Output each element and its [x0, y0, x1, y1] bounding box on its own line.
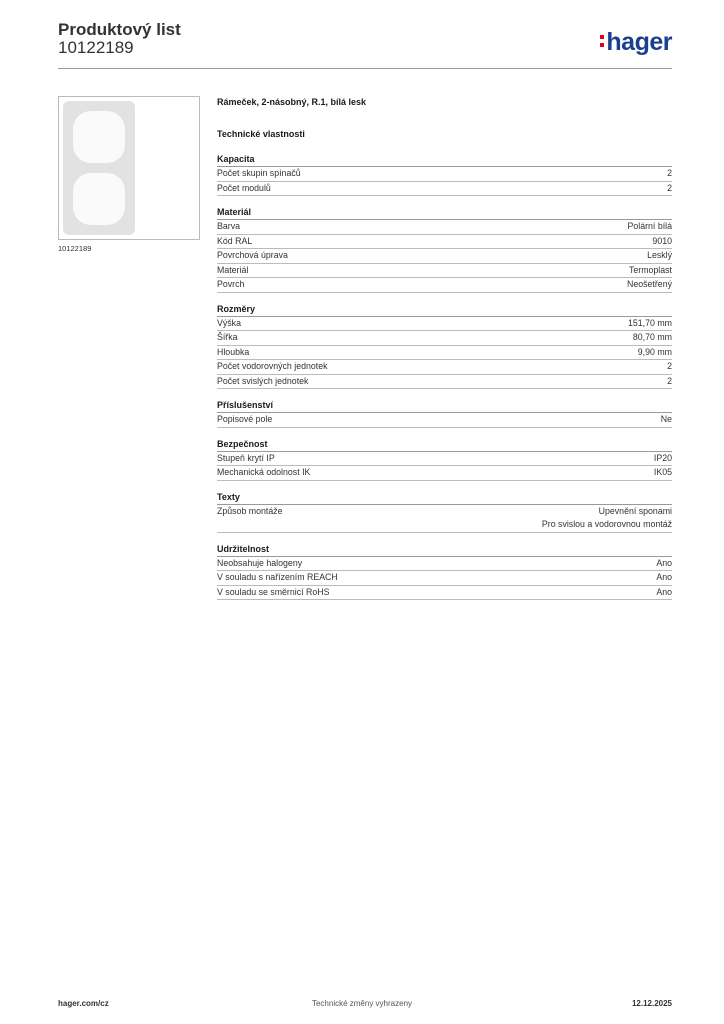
property-value: Ne [660, 414, 672, 424]
section-title: Bezpečnost [217, 438, 672, 452]
property-value: Ano [656, 572, 672, 582]
product-image [58, 96, 200, 240]
property-value: Polární bílá [627, 221, 672, 231]
property-value: 2 [667, 168, 672, 178]
property-row [217, 452, 672, 467]
product-details [217, 96, 672, 600]
section-title: Kapacita [217, 153, 672, 167]
page-title: Produktový list [58, 20, 181, 39]
property-label: V souladu s nařízením REACH [217, 572, 338, 582]
property-row [217, 182, 672, 197]
section-title: Příslušenství [217, 399, 672, 413]
property-label: Počet modulů [217, 182, 271, 193]
section-title: Rozměry [217, 303, 672, 317]
section [217, 438, 672, 481]
property-label: Povrch [217, 279, 245, 289]
logo-dots-icon [600, 28, 604, 47]
property-label: V souladu se směrnicí RoHS [217, 586, 330, 597]
property-value: Neošetřený [627, 279, 672, 289]
property-row [217, 586, 672, 601]
property-row [217, 375, 672, 390]
property-value: IP20 [653, 452, 672, 463]
property-row [217, 167, 672, 182]
property-label: Povrchová úprava [217, 250, 288, 260]
logo-text: hager [606, 28, 672, 56]
property-row [217, 220, 672, 235]
property-row [217, 278, 672, 293]
property-label: Počet svislých jednotek [217, 375, 309, 386]
property-value: Ano [656, 557, 672, 568]
property-value: 2 [667, 361, 672, 371]
image-caption: 10122189 [58, 244, 92, 253]
property-value: Termoplast [628, 264, 672, 275]
property-label: Kód RAL [217, 235, 253, 246]
property-value: 2 [667, 375, 672, 386]
hager-logo [600, 28, 672, 57]
section-title: Udržitelnost [217, 543, 672, 557]
property-label: Neobsahuje halogeny [217, 557, 303, 568]
property-label: Počet skupin spínačů [217, 168, 301, 178]
section [217, 543, 672, 601]
property-row [217, 360, 672, 375]
property-row [217, 317, 672, 332]
section-title: Materiál [217, 206, 672, 220]
section [217, 153, 672, 196]
property-value: 9010 [652, 235, 672, 246]
property-value: Ano [656, 586, 672, 597]
properties-sections [217, 153, 672, 600]
section [217, 303, 672, 390]
frame-plate-image [63, 101, 135, 235]
property-label: Materiál [217, 264, 249, 275]
property-row [217, 249, 672, 264]
property-value: Lesklý [647, 250, 672, 260]
section [217, 491, 672, 533]
property-row [217, 413, 672, 428]
product-code: 10122189 [58, 38, 134, 57]
property-label: Výška [217, 317, 241, 328]
property-value: 151,70 mm [627, 317, 672, 328]
property-label: Způsob montáže [217, 505, 283, 516]
property-row [217, 505, 672, 533]
property-value: 9,90 mm [637, 346, 672, 357]
property-row [217, 264, 672, 279]
property-row [217, 557, 672, 572]
property-row [217, 571, 672, 586]
product-name: Rámeček, 2-násobný, R.1, bílá lesk [217, 97, 367, 107]
section-title: Texty [217, 491, 672, 505]
property-row [217, 235, 672, 250]
footer-date: 12.12.2025 [631, 999, 672, 1008]
property-row [217, 466, 672, 481]
property-label: Popisové pole [217, 414, 273, 424]
property-label: Počet vodorovných jednotek [217, 361, 328, 371]
technical-properties-heading: Technické vlastnosti [217, 129, 305, 139]
property-value: 2 [667, 182, 672, 193]
property-label: Mechanická odolnost IK [217, 467, 311, 477]
section [217, 399, 672, 428]
property-value: 80,70 mm [632, 332, 672, 342]
footer-notice: Technické změny vyhrazeny [311, 999, 413, 1008]
property-value: IK05 [653, 467, 672, 477]
property-row [217, 346, 672, 361]
property-label: Hloubka [217, 346, 250, 357]
header-divider [58, 68, 672, 69]
property-label: Barva [217, 221, 240, 231]
property-value: Upevnění sponami Pro svislou a vodorovnou montáž [541, 505, 672, 529]
property-label: Šířka [217, 332, 238, 342]
property-row [217, 331, 672, 346]
frame-opening-top [73, 111, 125, 163]
section [217, 206, 672, 293]
footer-website: hager.com/cz [58, 999, 109, 1008]
property-label: Stupeň krytí IP [217, 452, 275, 463]
frame-opening-bottom [73, 173, 125, 225]
